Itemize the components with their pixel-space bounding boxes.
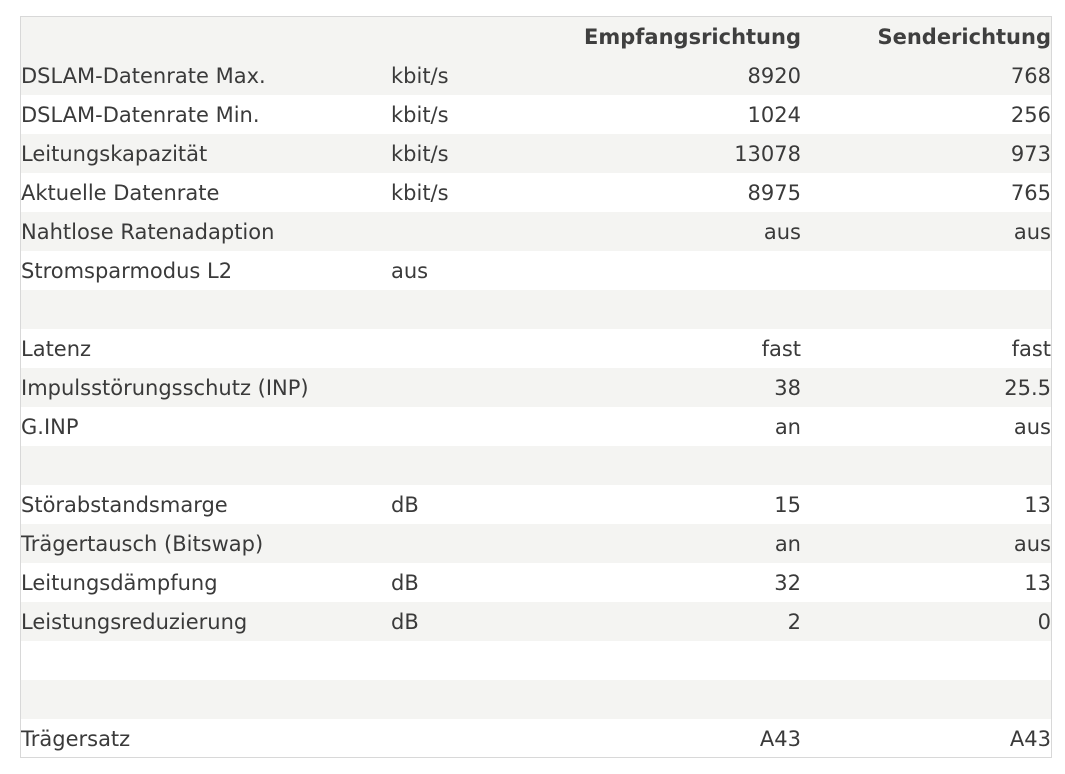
row-downstream-value (581, 290, 801, 329)
row-label: Störabstandsmarge (21, 492, 228, 517)
table-row (21, 212, 1051, 251)
header-unit-cell (391, 17, 581, 56)
table-row (21, 56, 1051, 95)
row-upstream-value (801, 290, 1051, 329)
row-unit: kbit/s (391, 141, 449, 166)
row-label (21, 290, 391, 329)
row-unit (391, 212, 581, 251)
row-downstream-value: 8920 (747, 63, 801, 88)
row-unit (391, 368, 581, 407)
row-downstream-value (581, 680, 801, 719)
row-label: DSLAM-Datenrate Min. (21, 102, 260, 127)
row-upstream-value: fast (1011, 336, 1051, 361)
row-unit: kbit/s (391, 102, 449, 127)
header-upstream: Senderichtung (877, 24, 1051, 49)
row-unit (391, 290, 581, 329)
row-downstream-value: 2 (787, 609, 801, 634)
table-row (21, 251, 1051, 290)
row-unit: kbit/s (391, 180, 449, 205)
dsl-info-table (21, 17, 1051, 758)
row-label: Leitungsdämpfung (21, 570, 218, 595)
table-row (21, 95, 1051, 134)
row-upstream-value: aus (1013, 219, 1051, 244)
header-downstream: Empfangsrichtung (584, 24, 801, 49)
row-downstream-value: an (774, 414, 801, 439)
table-row (21, 602, 1051, 641)
row-upstream-value: 768 (1010, 63, 1051, 88)
row-label: Trägersatz (21, 726, 131, 751)
row-label (21, 680, 391, 719)
row-downstream-value: fast (761, 336, 801, 361)
row-label: Latenz (21, 336, 92, 361)
row-unit (391, 719, 581, 758)
table-row (21, 563, 1051, 602)
row-upstream-value: 13 (1024, 570, 1051, 595)
row-label: Nahtlose Ratenadaption (21, 219, 275, 244)
table-row (21, 524, 1051, 563)
table-row (21, 719, 1051, 758)
row-downstream-value: an (774, 531, 801, 556)
row-upstream-value (801, 446, 1051, 485)
row-label: Trägertausch (Bitswap) (21, 531, 264, 556)
row-upstream-value: A43 (1009, 726, 1051, 751)
row-upstream-value: 0 (1037, 609, 1051, 634)
table-header-row (21, 17, 1051, 56)
row-downstream-value: aus (763, 219, 801, 244)
row-upstream-value (801, 251, 1051, 290)
row-downstream-value: 8975 (747, 180, 801, 205)
row-label: Leistungsreduzierung (21, 609, 248, 634)
row-upstream-value: 25.5 (1004, 375, 1051, 400)
row-downstream-value: 1024 (747, 102, 801, 127)
row-unit: kbit/s (391, 63, 449, 88)
table-row (21, 173, 1051, 212)
row-upstream-value: 765 (1010, 180, 1051, 205)
row-unit: dB (391, 609, 419, 634)
table-row (21, 329, 1051, 368)
row-downstream-value: 15 (774, 492, 801, 517)
row-downstream-value: A43 (759, 726, 801, 751)
table-row (21, 680, 1051, 719)
row-upstream-value: 13 (1024, 492, 1051, 517)
row-downstream-value (581, 251, 801, 290)
row-label: Leitungskapazität (21, 141, 208, 166)
header-label-cell (21, 17, 391, 56)
row-label (21, 446, 391, 485)
row-unit (391, 446, 581, 485)
row-label: Aktuelle Datenrate (21, 180, 220, 205)
row-label (21, 641, 391, 680)
table-row (21, 407, 1051, 446)
row-downstream-value: 38 (774, 375, 801, 400)
row-downstream-value: 32 (774, 570, 801, 595)
row-unit: dB (391, 570, 419, 595)
row-unit (391, 329, 581, 368)
row-label: DSLAM-Datenrate Max. (21, 63, 266, 88)
row-upstream-value: 256 (1010, 102, 1051, 127)
row-label: Impulsstörungsschutz (INP) (21, 375, 309, 400)
row-label: G.INP (21, 414, 79, 439)
row-unit (391, 524, 581, 563)
row-upstream-value: 973 (1010, 141, 1051, 166)
table-row (21, 290, 1051, 329)
table-row (21, 641, 1051, 680)
row-downstream-value (581, 446, 801, 485)
row-unit (391, 407, 581, 446)
dsl-info-panel (20, 16, 1052, 758)
row-unit (391, 641, 581, 680)
row-upstream-value (801, 680, 1051, 719)
row-unit (391, 680, 581, 719)
row-label: Stromsparmodus L2 (21, 258, 233, 283)
row-upstream-value (801, 641, 1051, 680)
row-unit: dB (391, 492, 419, 517)
row-downstream-value: 13078 (734, 141, 801, 166)
row-downstream-value (581, 641, 801, 680)
row-unit: aus (391, 258, 429, 283)
row-upstream-value: aus (1013, 531, 1051, 556)
table-row (21, 134, 1051, 173)
table-row (21, 446, 1051, 485)
row-upstream-value: aus (1013, 414, 1051, 439)
table-row (21, 368, 1051, 407)
table-row (21, 485, 1051, 524)
